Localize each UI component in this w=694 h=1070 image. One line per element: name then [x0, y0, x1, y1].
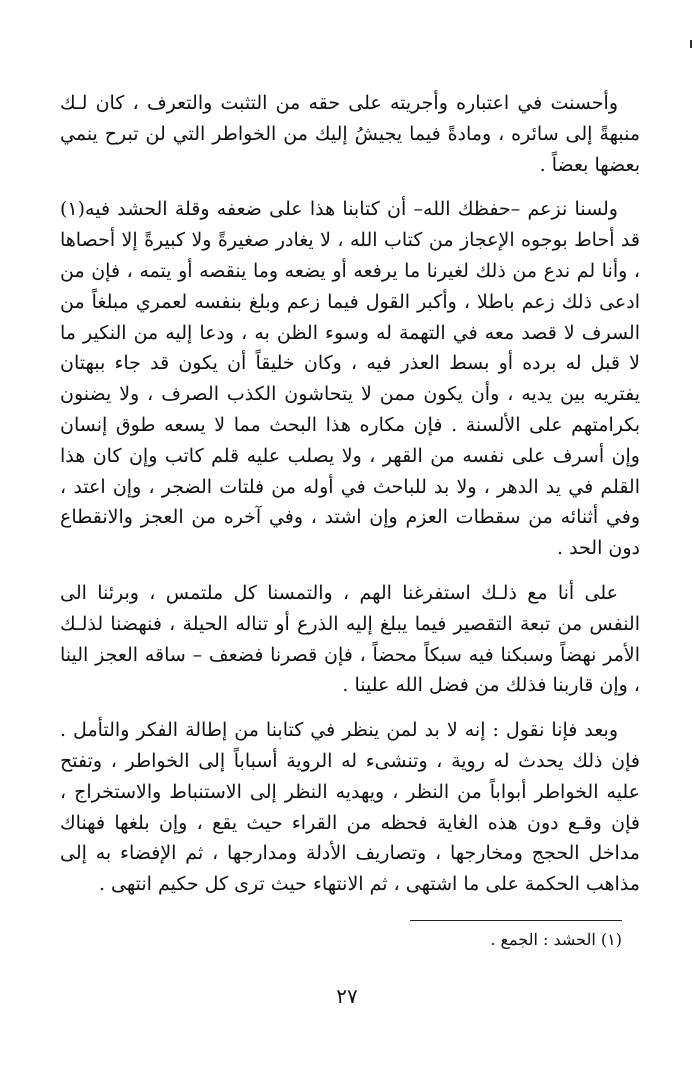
- page-edge-mark: [690, 40, 692, 48]
- footnote: (١) الحشد : الجمع .: [490, 930, 622, 949]
- page-body: [60, 88, 640, 914]
- page-number: ٢٧: [336, 984, 358, 1008]
- paragraph-2: ولسنا نزعم –حفظك الله– أن كتابنا هذا على ضعفه وقلة الحشد فيه(١) قد أحاط بوجوه الإعجاز من كتاب الله ، لا يغادر صغيرةً ولا كبيرةً إلا أحصاها ، وأنا لم ندع من ذلك لغيرنا ما يرفعه أو يضعه وما ينقصه أو يتمه ، فإن من ادعى ذلك زعم باطلا ، وأكبر القول فيما زعم وبلغ بنفسه لعمري مبلغاً من السرف لا قصد معه في التهمة له وسوء الظن به ، ودعا إليه من النكير ما لا قبل له برده أو بسط العذر فيه ، وكان خليقاً أن يكون قد جاء ببهتان يفتريه بين يديه ، وأن يكون ممن لا يتحاشون الكذب الصرف ، ولا يضنون بكرامتهم على الألسنة . فإن مكاره هذا البحث مما لا يسعه طوق إنسان وإن أسرف على نفسه من القهر ، ولا يصلب عليه قلم كاتب وإن كان هذا القلم في يد الدهر ، ولا بد للباحث في أوله من فلتات الضجر ، وإن اعتد ، وفي أثنائه من سقطات العزم وإن اشتد ، وفي آخره من العجز والانقطاع دون الحد .: [60, 198, 640, 560]
- paragraph-3: على أنا مع ذلـك استفرغنا الهم ، والتمسنا كل ملتمس ، وبرئنا الى النفس من تبعة التقصير فيما يبلغ إليه الذرع أو تناله الحيلة ، فنهضنا لذلـك الأمر نهضاً وسبكنا فيه سبكاً محضاً ، فإن قصرنا فضعف – ساقه العجز الينا ، وإن قاربنا فذلك من فضل الله علينا .: [60, 581, 640, 697]
- paragraph-4: وبعد فإنا نقول : إنه لا بد لمن ينظر في كتابنا من إطالة الفكر والتأمل . فإن ذلك يحدث له روية ، وتنشىء له الروية أسباباً إلى الخواطر ، وتفتح عليه الخواطر أبواباً من النظر ، ويهديه النظر إلى الاستنباط والاستخراج ، فإن وقـع دون هذه الغاية فحظه من القراء حيث يقع ، وإن بلغها فهناك مداخل الحجج ومخارجها ، وتصاريف الأدلة ومدارجها ، ثم الإفضاء به إلى مذاهب الحكمة على ما اشتهى ، ثم الانتهاء حيث ترى كل حكيم انتهى .: [60, 719, 640, 896]
- paragraph-1: وأحسنت في اعتباره وأجريته على حقه من التثبت والتعرف ، كان لـك منبهةً إلى سائره ، ومادةً فيما يجيشُ إليك من الخواطر التي لن تبرح ينمي بعضها بعضاً .: [60, 92, 640, 176]
- footnote-divider: [410, 920, 622, 921]
